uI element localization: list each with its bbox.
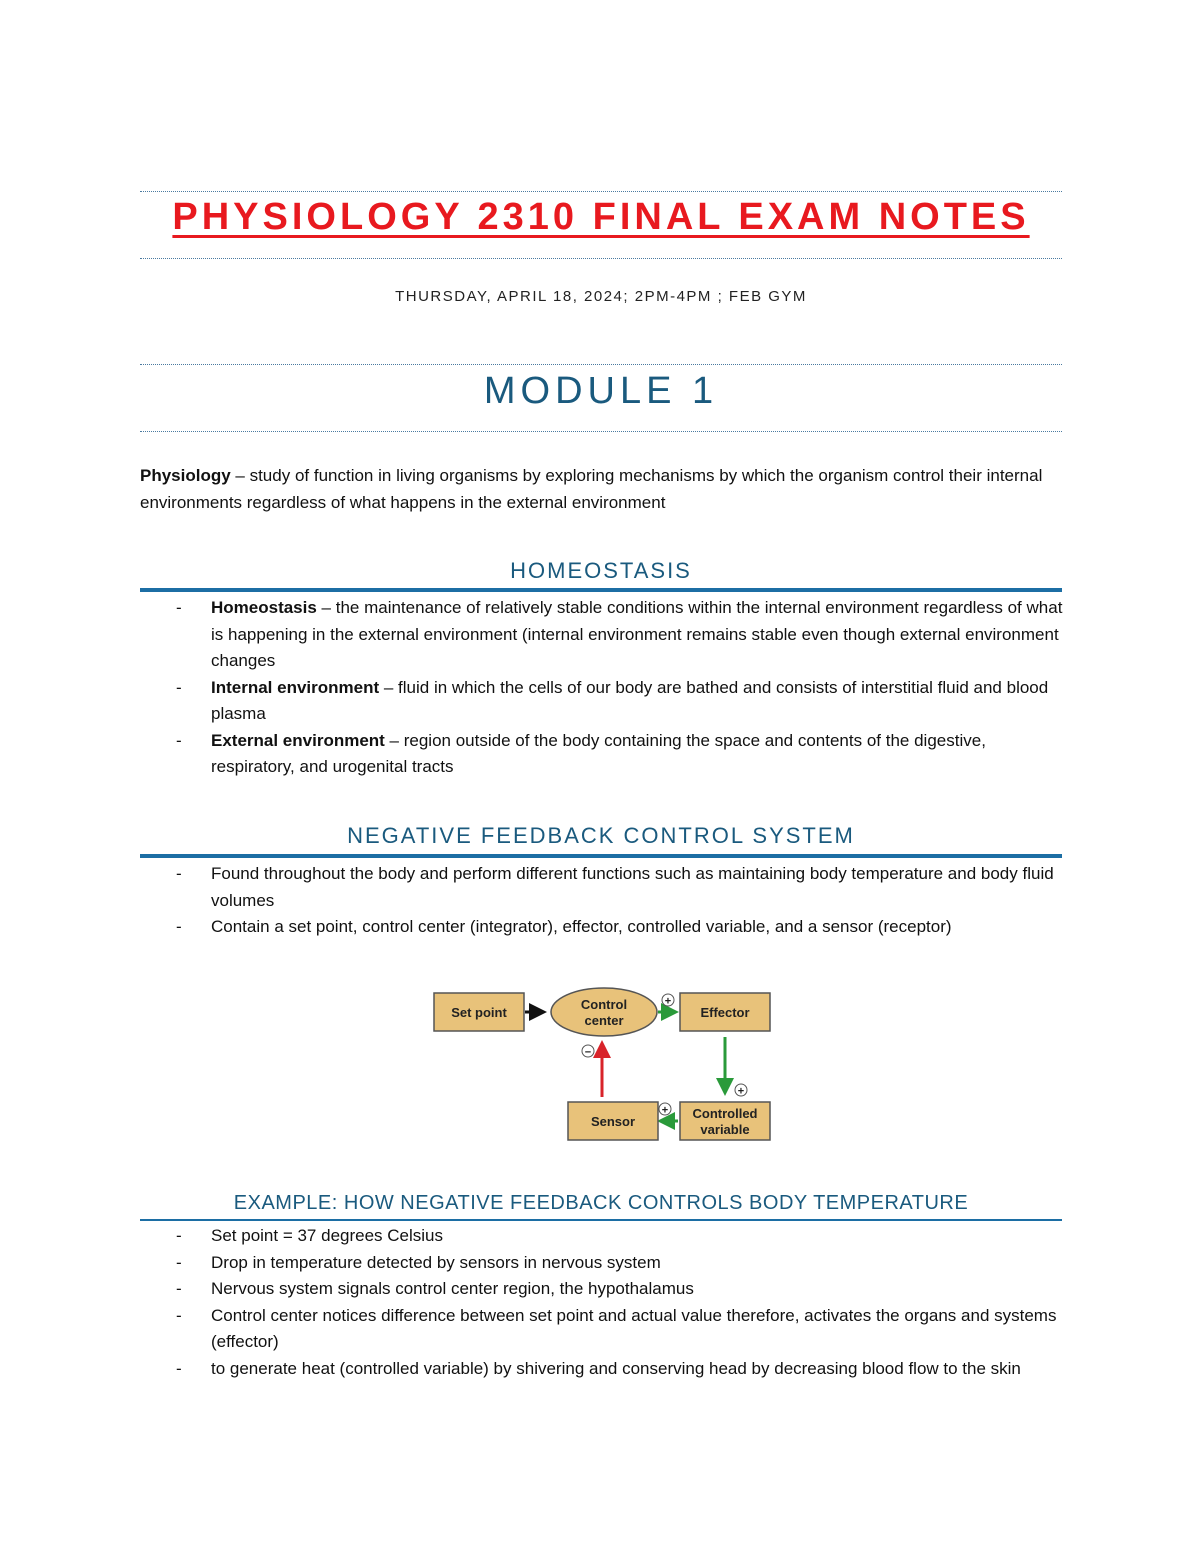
list-dash: - <box>176 1305 182 1325</box>
list-dash: - <box>176 1279 182 1298</box>
title-top-divider <box>140 191 1062 192</box>
negative-feedback-diagram <box>430 985 775 1147</box>
list-item <box>0 1276 1070 1303</box>
list-item-text: Set point = 37 degrees Celsius <box>211 1226 444 1245</box>
list-item-text: Drop in temperature detected by sensors in nervous system <box>211 1252 661 1272</box>
example-list <box>0 1223 1070 1382</box>
controlled-variable-label-1: Controlled <box>692 1106 758 1121</box>
sensor-label: Sensor <box>590 1114 636 1129</box>
list-dash: - <box>176 1252 182 1272</box>
module-bottom-divider <box>140 431 1062 432</box>
list-item-text: Found throughout the body and perform different functions such as maintaining body temperature and body fluid volumes <box>211 864 1054 910</box>
list-dash: - <box>176 598 182 617</box>
section-heading-example: EXAMPLE: HOW NEGATIVE FEEDBACK CONTROLS BODY TEMPERATURE <box>233 1192 969 1214</box>
control-center-ellipse <box>551 988 657 1036</box>
plus-sign: + <box>737 1085 745 1098</box>
set-point-label: Set point <box>451 1005 507 1020</box>
list-item <box>0 675 1070 728</box>
list-dash: - <box>176 730 182 750</box>
list-item <box>0 1223 1070 1250</box>
intro-paragraph <box>140 463 1070 516</box>
section-heading-negative-feedback: NEGATIVE FEEDBACK CONTROL SYSTEM <box>347 823 855 848</box>
control-center-label-1: Control <box>580 997 628 1012</box>
effector-label: Effector <box>700 1005 750 1020</box>
document-title: PHYSIOLOGY 2310 FINAL EXAM NOTES <box>172 196 1030 238</box>
list-item <box>0 1250 1070 1277</box>
list-item <box>0 1303 1070 1356</box>
list-item-text: Nervous system signals control center region, the hypothalamus <box>211 1279 694 1298</box>
minus-sign: − <box>584 1046 592 1059</box>
plus-sign: + <box>664 995 672 1008</box>
list-item <box>0 1356 1070 1383</box>
list-item-term: Internal environment <box>211 677 380 697</box>
list-item <box>0 914 1070 941</box>
plus-sign: + <box>661 1104 669 1117</box>
list-item <box>0 728 1070 781</box>
list-item-text: – fluid in which the cells of our body are bathed and consists of interstitial fluid and blood plasma <box>211 677 1049 723</box>
list-item <box>0 861 1070 914</box>
negative-feedback-list <box>0 861 1070 941</box>
list-item-text: – region outside of the body containing the space and contents of the digestive, respiratory, and urogenital tracts <box>211 730 986 776</box>
list-item <box>0 595 1070 675</box>
list-item-text: Control center notices difference between set point and actual value therefore, activates the organs and systems (effector) <box>211 1305 1057 1351</box>
section-rule-negative-feedback <box>140 854 1062 858</box>
list-dash: - <box>176 677 182 697</box>
section-heading-homeostasis: HOMEOSTASIS <box>510 558 692 583</box>
section-rule-example <box>140 1219 1062 1221</box>
list-dash: - <box>176 1226 182 1245</box>
list-item-term: Homeostasis <box>211 598 317 617</box>
module-title: MODULE 1 <box>483 370 719 412</box>
list-dash: - <box>176 917 182 936</box>
list-item-text: to generate heat (controlled variable) by shivering and conserving head by decreasing blood flow to the skin <box>211 1358 1021 1378</box>
control-center-label-2: center <box>584 1013 624 1028</box>
title-bottom-divider <box>140 258 1062 259</box>
section-rule-homeostasis <box>140 588 1062 592</box>
exam-info: THURSDAY, APRIL 18, 2024; 2PM-4PM ; FEB GYM <box>395 288 807 305</box>
list-item-text: Contain a set point, control center (integrator), effector, controlled variable, and a sensor (receptor) <box>211 917 952 936</box>
list-dash: - <box>176 1358 182 1378</box>
module-top-divider <box>140 364 1062 365</box>
homeostasis-list <box>0 595 1070 781</box>
controlled-variable-label-2: variable <box>700 1122 750 1137</box>
list-dash: - <box>176 864 182 883</box>
intro-text: – study of function in living organisms by exploring mechanisms by which the organism control their internal environments regardless of what happens in the external environment <box>140 466 1043 512</box>
intro-term: Physiology <box>140 466 231 485</box>
list-item-term: External environment <box>211 730 385 750</box>
list-item-text: – the maintenance of relatively stable conditions within the internal environment regardless of what is happening in the external environment (internal environment remains stable even though external environment changes <box>211 598 1063 670</box>
